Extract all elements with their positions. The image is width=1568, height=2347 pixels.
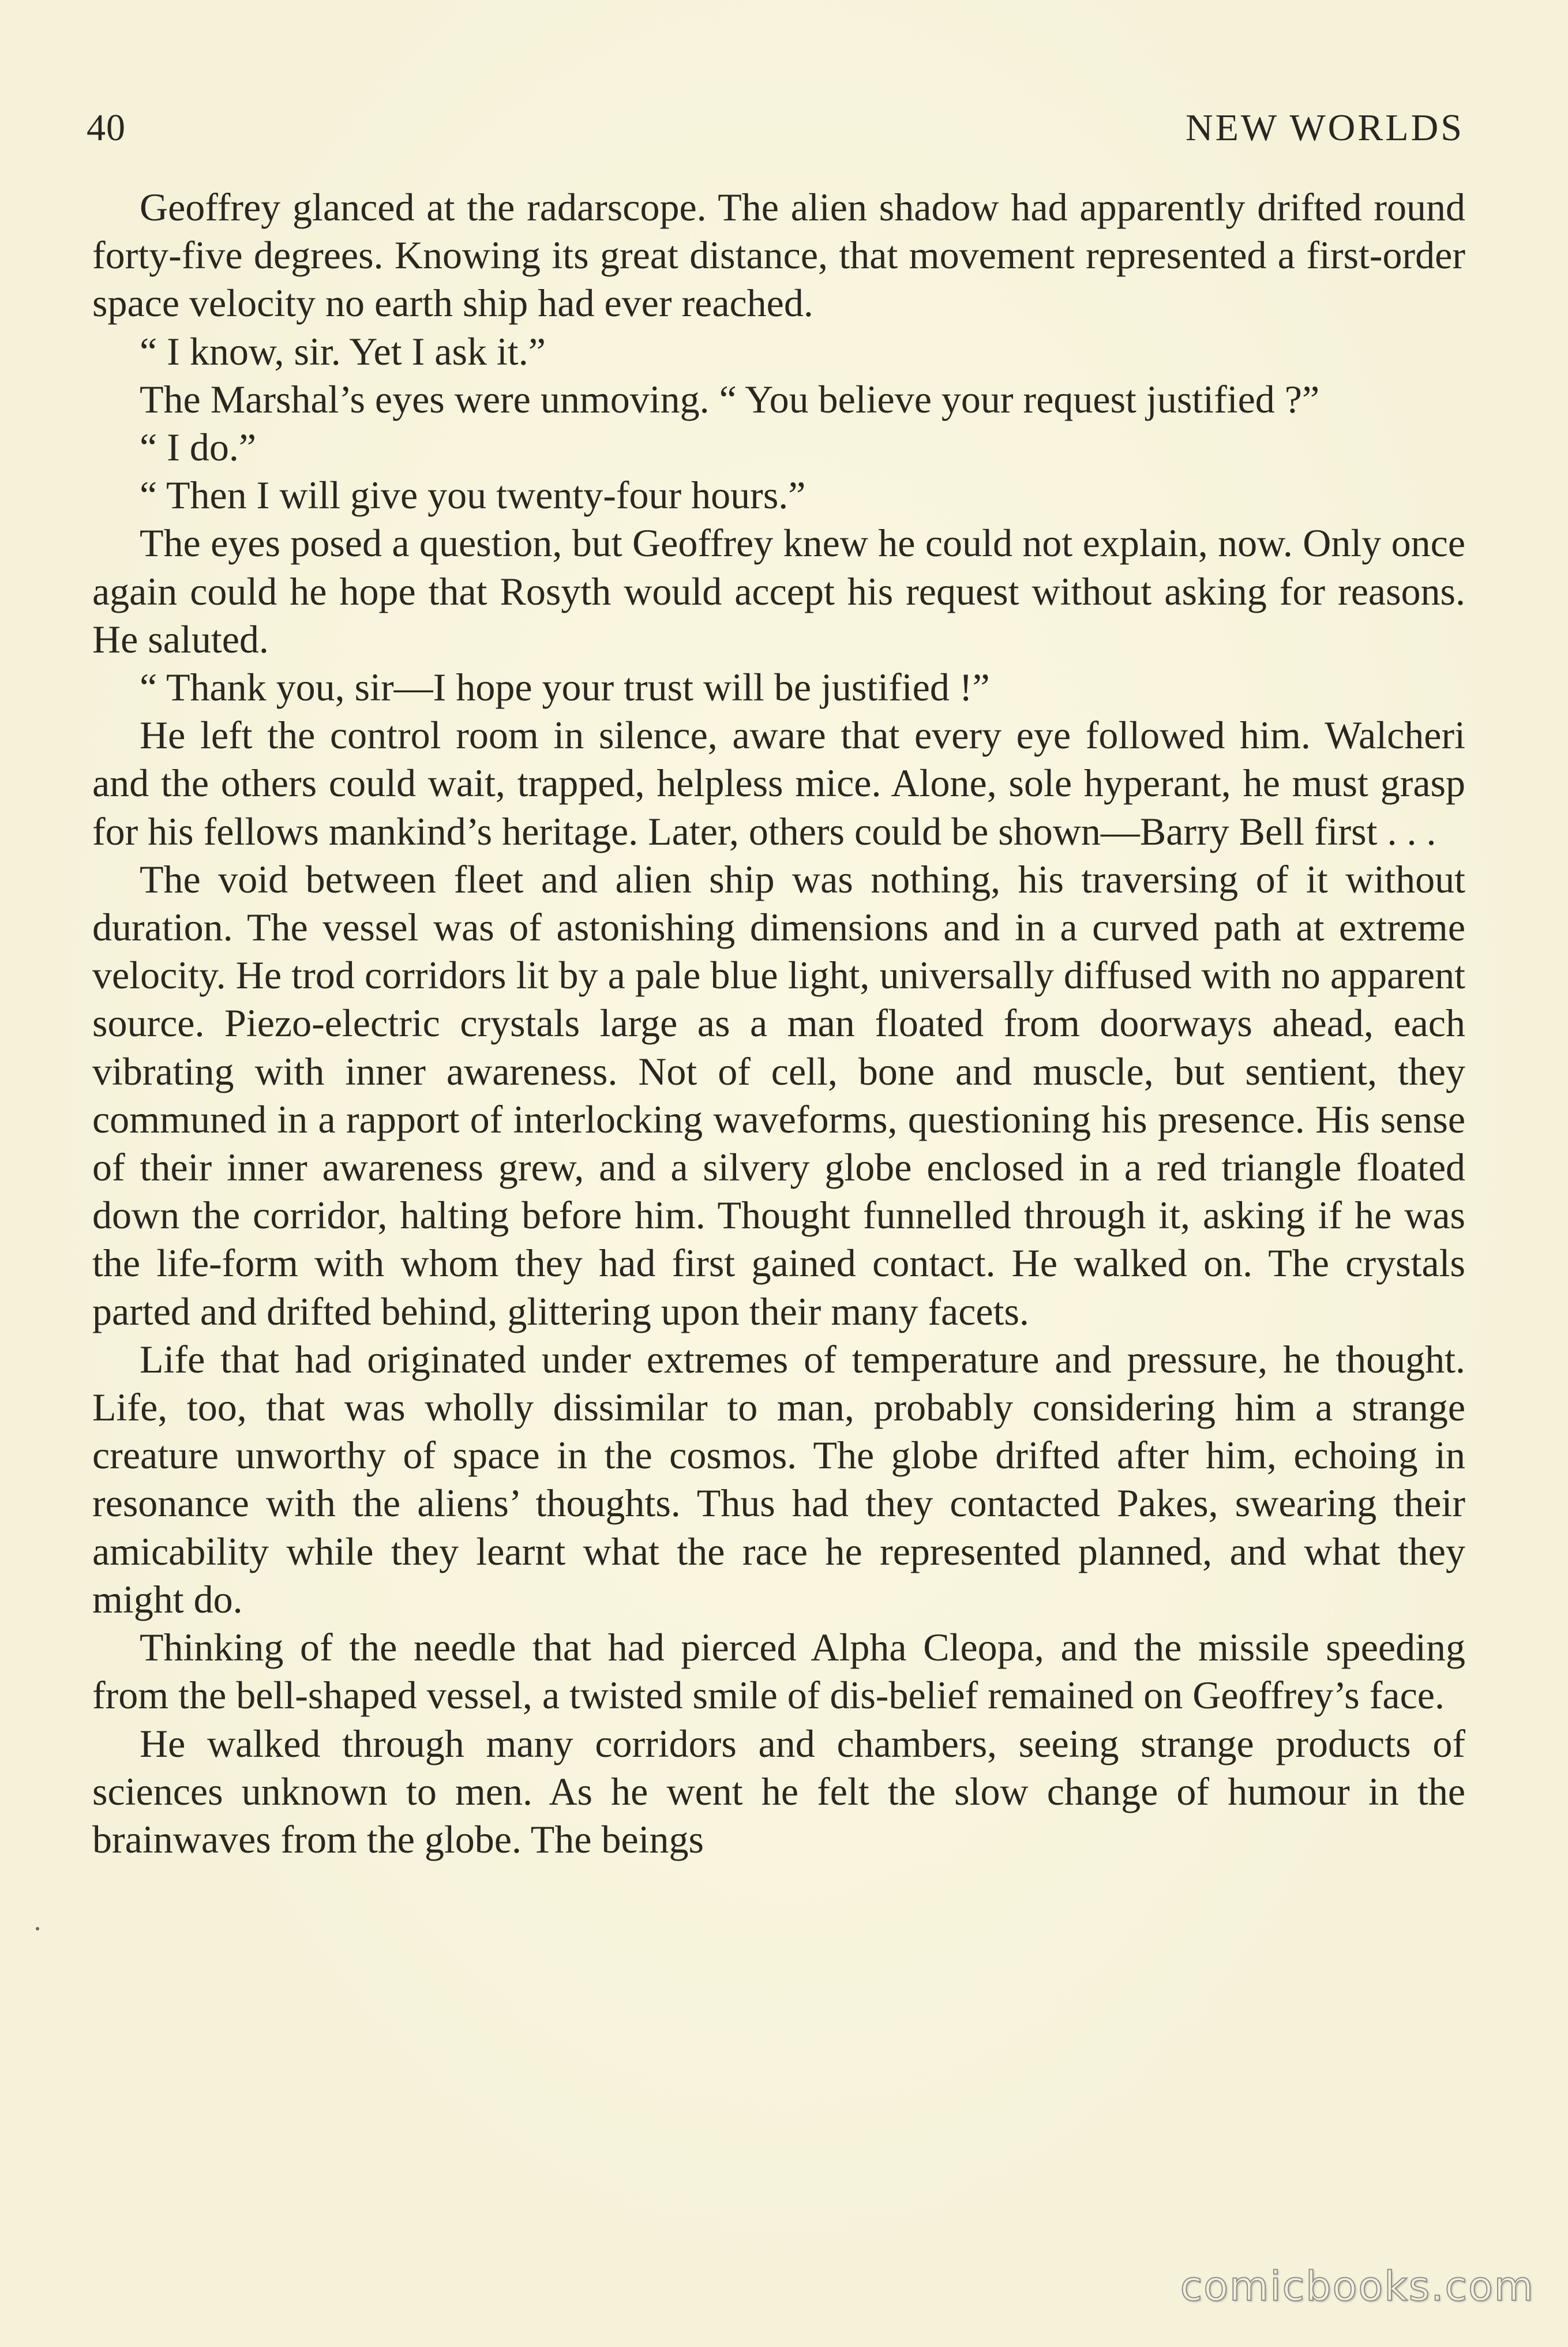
paragraph: The eyes posed a question, but Geoffrey knew he could not explain, now. Only once again could he hope that Rosyth would accept his request without asking for reasons. He saluted. [92,521,1465,661]
paragraph: “ Then I will give you twenty-four hours.” [140,473,806,518]
paragraph: Life that had originated under extremes of temperature and pressure, he thought. Life, too, that was wholly dissimilar to man, probably considering him a strange creature unworthy of space in the cosmos. The globe drifted after him, echoing in resonance with the aliens’ thoughts. Thus had they contacted Pakes, swearing their amicability while they learnt what the race he represented planned, and what they might do. [92,1337,1465,1621]
margin-dot [36,1927,39,1930]
paragraph: He walked through many corridors and chambers, seeing strange products of sciences unknown to men. As he went he felt the slow change of humour in the brainwaves from the globe. The beings [92,1721,1465,1861]
paragraph: Thinking of the needle that had pierced Alpha Cleopa, and the missile speeding from the bell-shaped vessel, a twisted smile of dis-belief remained on Geoffrey’s face. [92,1625,1465,1718]
page-header [87,87,1464,150]
paragraph: He left the control room in silence, aware that every eye followed him. Walcheri and the others could wait, trapped, helpless mice. Alone, sole hyperant, he must grasp for his fellows mankind’s heritage. Later, others could be shown—Barry Bell first . . . [92,713,1465,853]
paragraph: The Marshal’s eyes were unmoving. “ You believe your request justified ?” [140,377,1320,421]
paragraph: “ Thank you, sir—I hope your trust will be justified !” [140,665,990,710]
paragraph: “ I do.” [140,425,257,470]
paragraph: “ I know, sir. Yet I ask it.” [140,329,546,373]
running-head: NEW WORLDS [1185,107,1464,149]
page-number: 40 [87,107,126,149]
site-watermark: comicbooks.com [1180,2263,1535,2310]
paragraph: Geoffrey glanced at the radarscope. The alien shadow had apparently drifted round forty-five degrees. Knowing its great distance, that movement represented a first-order space velocity no earth ship had ever reached. [92,185,1465,325]
body-text [92,183,1465,1864]
paragraph: The void between fleet and alien ship was nothing, his traversing of it without duration. The vessel was of astonishing dimensions and in a curved path at extreme velocity. He trod corridors lit by a pale blue light, universally diffused with no apparent source. Piezo-electric crystals large as a man floated from doorways ahead, each vibrating with inner awareness. Not of cell, bone and muscle, but sentient, they communed in a rapport of interlocking waveforms, questioning his presence. His sense of their inner awareness grew, and a silvery globe enclosed in a red triangle floated down the corridor, halting before him. Thought funnelled through it, asking if he was the life-form with whom they had first gained contact. He walked on. The crystals parted and drifted behind, glittering upon their many facets. [92,857,1465,1333]
